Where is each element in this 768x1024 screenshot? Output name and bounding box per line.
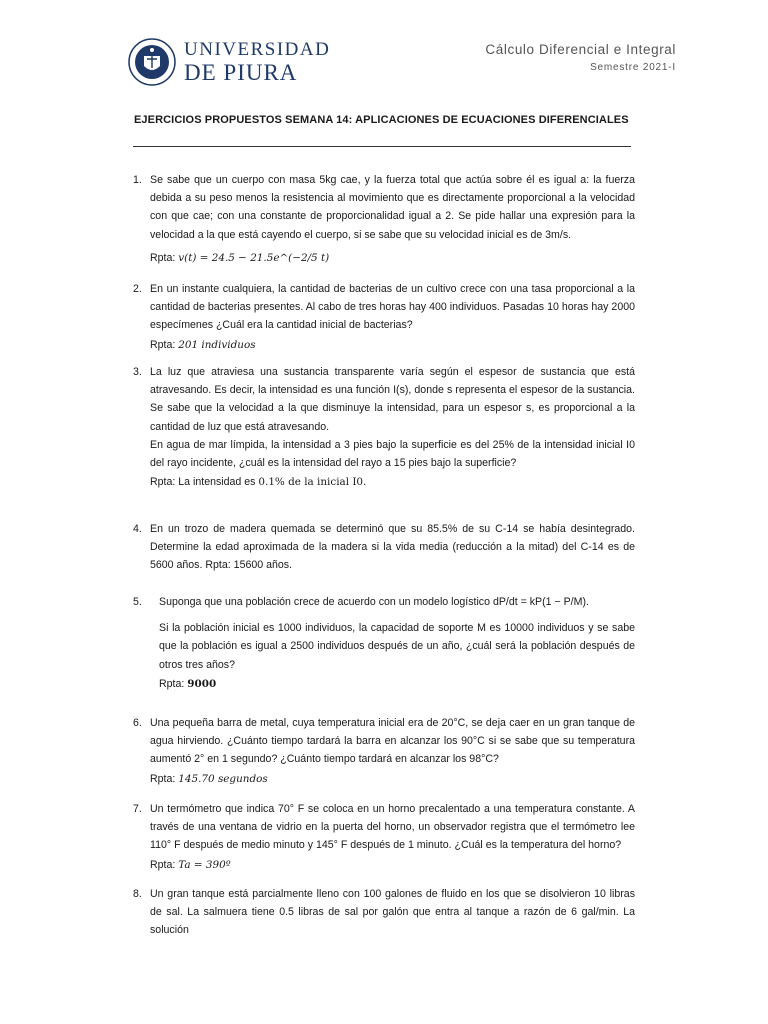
university-name-line2: DE PIURA [184,60,298,85]
answer-prefix: La intensidad es [178,476,256,489]
answer-label: Rpta: [150,338,176,351]
course-header [485,42,676,73]
exercise-text: Un termómetro que indica 70° F se coloca en un horno precalentado a una temperatura constante. A través de una ventana de vidrio en la puerta del horno, un observador registra que el termómetro lee 110° F después de medio minuto y 145° F después de 1 minuto. ¿Cuál es la temperatura del horno? [150,803,635,852]
exercise-answer [150,473,635,491]
university-name [184,40,330,84]
exercise-number: 4. [133,523,142,535]
exercise-text [150,520,635,575]
exercise-text: En un instante cualquiera, la cantidad de bacterias de un cultivo crece con una tasa proporcional a la cantidad de bacterias presentes. Al cabo de tres horas hay 400 individuos. Pasadas 10 horas hay 2000 especímenes ¿Cuál era la cantidad inicial de bacterias? [150,283,635,332]
answer-value: 9000 [187,677,217,690]
exercise-3 [133,363,635,491]
semester-label: Semestre 2021-I [590,62,676,73]
answer-label: Rpta: [150,251,176,264]
university-logo [128,38,330,86]
answer-value: 15600 años. [233,559,292,572]
exercise-5 [133,593,635,693]
answer-value: Ta = 390º [178,858,231,871]
exercise-number: 1. [133,174,142,186]
exercise-text-continued: Si la población inicial es 1000 individuos, la capacidad de soporte M es 10000 individuos y se sabe que la población es igual a 2500 individuos después de un año, ¿cuál será la población después de otros tres años? [159,622,635,671]
answer-value: 201 individuos [178,338,256,351]
exercise-4 [133,520,635,575]
exercise-number: 6. [133,717,142,729]
answer-label: Rpta: [150,772,176,785]
exercise-answer [150,770,635,788]
exercise-number: 7. [133,803,142,815]
exercise-text-main: En un trozo de madera quemada se determinó que su 85.5% de su C-14 se había desintegrado. Determine la edad aproximada de la madera si la vida media (reducción a la mitad) del C-14 es de 5600 años. [150,523,635,572]
exercise-number: 8. [133,888,142,900]
exercise-text: Suponga que una población crece de acuerdo con un modelo logístico dP/dt = kP(1 − P/M). [159,596,589,608]
answer-value: v(t) = 24.5 − 21.5e^(−2/5 t) [178,251,330,264]
university-seal-icon [128,38,176,86]
exercise-answer [150,249,635,267]
exercise-8 [133,885,635,940]
answer-label: Rpta: [150,476,176,489]
exercise-answer [159,675,635,693]
document-title: EJERCICIOS PROPUESTOS SEMANA 14: APLICACIONES DE ECUACIONES DIFERENCIALES [134,114,629,126]
exercise-number: 2. [133,283,142,295]
exercise-1 [133,171,635,267]
exercise-number: 5. [133,596,142,608]
exercise-text: Se sabe que un cuerpo con masa 5kg cae, y la fuerza total que actúa sobre él es igual a: la fuerza debida a su peso menos la resistencia al movimiento que es directamente proporcional a la velocidad con que cae; con una constante de proporcionalidad igual a 2. Se pide hallar una expresión para la velocidad a la que está cayendo el cuerpo, si se sabe que su velocidad inicial es de 3m/s. [150,174,635,241]
exercise-text: Un gran tanque está parcialmente lleno con 100 galones de fluido en los que se disolvieron 10 libras de sal. La salmuera tiene 0.5 libras de sal por galón que entra al tanque a razón de 6 gal/min. La solución [150,888,635,937]
exercise-6 [133,714,635,788]
exercise-text-continued: En agua de mar límpida, la intensidad a 3 pies bajo la superficie es del 25% de la intensidad inicial I0 del rayo incidente, ¿cuál es la intensidad del rayo a 15 pies bajo la superficie? [150,438,635,470]
exercise-number: 3. [133,366,142,378]
exercise-text: Una pequeña barra de metal, cuya temperatura inicial era de 20°C, se deja caer en un gran tanque de agua hirviendo. ¿Cuánto tiempo tardará la barra en alcanzar los 90°C si se sabe que su temperatura aumentó 2° en 1 segundo? ¿Cuánto tiempo tardará en alcanzar los 98°C? [150,717,635,766]
exercise-2 [133,280,635,354]
answer-label: Rpta: [159,677,185,690]
exercise-answer [150,856,635,874]
answer-value: 145.70 segundos [178,772,268,785]
exercise-answer [150,336,635,354]
exercise-text: La luz que atraviesa una sustancia transparente varía según el espesor de sustancia que está atravesando. Es decir, la intensidad es una función I(s), donde s representa el espesor de la sustancia. Se sabe que la velocidad a la que disminuye la intensidad, para un espesor s, es proporcional a la cantidad de luz que está atravesando. [150,366,635,433]
exercise-7 [133,800,635,874]
title-underline [133,146,631,147]
answer-value: 0.1% de la inicial I0. [258,476,367,489]
course-name: Cálculo Diferencial e Integral [485,42,676,57]
answer-label: Rpta: [150,858,176,871]
university-name-line1: UNIVERSIDAD [184,39,331,60]
answer-label: Rpta: [205,559,231,572]
